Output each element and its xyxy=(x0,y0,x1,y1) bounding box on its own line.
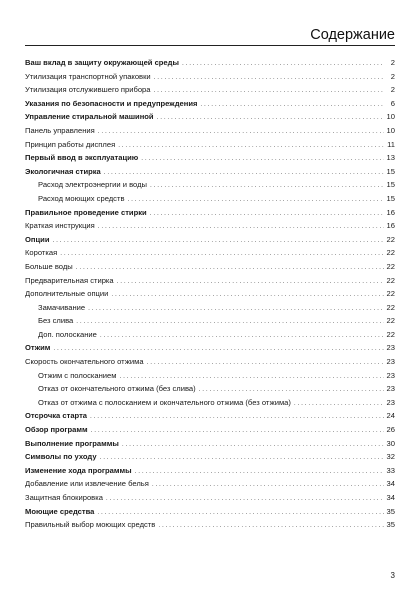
toc-leader-dots xyxy=(158,518,384,533)
toc-leader-dots xyxy=(111,287,384,302)
toc-entry-page: 34 xyxy=(386,493,395,502)
toc-entry xyxy=(25,151,395,165)
toc-entry-page: 2 xyxy=(390,85,395,95)
toc-entry-title: Экологичная стирка xyxy=(25,166,101,176)
toc-entry-title: Изменение хода программы xyxy=(25,465,132,475)
toc-leader-dots xyxy=(76,260,384,275)
toc-leader-dots xyxy=(120,369,385,384)
toc-leader-dots xyxy=(91,423,384,438)
toc-leader-dots xyxy=(200,97,384,112)
toc-entry xyxy=(25,491,395,505)
toc-entry xyxy=(25,355,395,369)
toc-entry-page: 32 xyxy=(386,452,395,462)
toc-entry-page: 23 xyxy=(386,343,395,353)
page-title: Содержание xyxy=(310,27,395,43)
toc-entry-title: Выполнение программы xyxy=(25,438,119,448)
toc-entry-title: Утилизация транспортной упаковки xyxy=(25,71,151,81)
toc-entry-page: 24 xyxy=(386,411,395,421)
toc-leader-dots xyxy=(147,355,384,370)
toc-entry xyxy=(25,437,395,451)
toc-leader-dots xyxy=(294,396,384,411)
toc-entry-page: 22 xyxy=(386,302,395,312)
toc-leader-dots xyxy=(150,178,384,193)
toc-leader-dots xyxy=(90,409,384,424)
toc-entry-page: 16 xyxy=(386,207,395,217)
toc-entry-page: 15 xyxy=(386,166,395,176)
toc-entry xyxy=(25,219,395,233)
toc-entry xyxy=(25,192,395,206)
toc-entry-page: 34 xyxy=(386,479,395,489)
toc-entry-page: 22 xyxy=(386,234,395,244)
toc-entry xyxy=(25,450,395,464)
toc-leader-dots xyxy=(122,437,384,452)
toc-entry-title: Отказ от отжима с полосканием и окончательного отжима (без отжима) xyxy=(38,397,291,407)
toc-entry-page: 22 xyxy=(386,329,395,339)
toc-entry-title: Замачивание xyxy=(38,302,86,312)
toc-entry-title: Правильный выбор моющих средств xyxy=(25,520,156,530)
toc-entry-page: 35 xyxy=(386,520,395,530)
toc-leader-dots xyxy=(154,70,384,85)
toc-entry xyxy=(25,477,395,491)
toc-entry-page: 15 xyxy=(386,180,395,190)
table-of-contents xyxy=(25,56,395,532)
toc-entry xyxy=(25,464,395,478)
toc-entry-title: Доп. полоскание xyxy=(38,329,97,339)
toc-entry-title: Краткая инструкция xyxy=(25,221,95,231)
toc-entry xyxy=(25,369,395,383)
toc-leader-dots xyxy=(104,165,384,180)
toc-entry-page: 22 xyxy=(386,275,395,285)
toc-leader-dots xyxy=(53,233,385,248)
toc-entry-title: Первый ввод в эксплуатацию xyxy=(25,153,139,163)
toc-entry-page: 22 xyxy=(386,289,395,299)
toc-entry-page: 10 xyxy=(386,125,395,135)
toc-entry xyxy=(25,274,395,288)
toc-entry-title: Ваш вклад в защиту окружающей среды xyxy=(25,58,179,67)
toc-entry-page: 13 xyxy=(386,153,395,163)
toc-entry-title: Управление стиральной машиной xyxy=(25,112,154,122)
toc-entry-title: Дополнительные опции xyxy=(25,289,109,299)
toc-entry xyxy=(25,165,395,179)
toc-leader-dots xyxy=(98,124,384,139)
toc-entry-title: Добавление или извлечение белья xyxy=(25,479,149,489)
toc-entry-page: 30 xyxy=(386,438,395,448)
toc-entry-page: 22 xyxy=(386,261,395,271)
toc-leader-dots xyxy=(135,464,384,479)
toc-entry xyxy=(25,206,395,220)
toc-leader-dots xyxy=(182,56,384,71)
toc-entry xyxy=(25,287,395,301)
toc-leader-dots xyxy=(60,246,384,261)
toc-entry-page: 10 xyxy=(386,112,395,122)
toc-entry xyxy=(25,423,395,437)
toc-entry xyxy=(25,409,395,423)
toc-entry-title: Больше воды xyxy=(25,261,73,271)
page-header xyxy=(25,26,395,46)
toc-leader-dots xyxy=(100,328,384,343)
toc-entry xyxy=(25,518,395,532)
toc-leader-dots xyxy=(157,110,384,125)
toc-leader-dots xyxy=(128,192,385,207)
toc-entry xyxy=(25,301,395,315)
toc-entry xyxy=(25,246,395,260)
toc-entry-title: Моющие средства xyxy=(25,506,95,516)
toc-leader-dots xyxy=(154,83,385,98)
toc-entry xyxy=(25,260,395,274)
toc-entry-title: Расход моющих средств xyxy=(38,193,125,203)
toc-leader-dots xyxy=(97,505,384,520)
toc-entry xyxy=(25,341,395,355)
toc-entry-page: 33 xyxy=(386,465,395,475)
toc-entry-title: Отказ от окончательного отжима (без слива) xyxy=(38,384,196,394)
toc-entry xyxy=(25,124,395,138)
toc-entry xyxy=(25,138,395,152)
toc-entry xyxy=(25,233,395,247)
toc-entry-page: 35 xyxy=(386,506,395,516)
toc-entry-page: 6 xyxy=(390,98,395,108)
toc-entry xyxy=(25,178,395,192)
toc-entry-page: 22 xyxy=(386,316,395,326)
toc-leader-dots xyxy=(150,206,384,221)
toc-entry-page: 23 xyxy=(386,357,395,367)
toc-entry-title: Короткая xyxy=(25,248,58,258)
toc-entry-title: Защитная блокировка xyxy=(25,493,103,502)
toc-leader-dots xyxy=(88,301,384,316)
toc-entry-title: Опции xyxy=(25,234,50,244)
toc-entry xyxy=(25,56,395,70)
toc-entry xyxy=(25,328,395,342)
toc-entry-title: Без слива xyxy=(38,316,74,326)
toc-entry-page: 23 xyxy=(386,384,395,394)
toc-entry-title: Скорость окончательного отжима xyxy=(25,357,144,367)
page-number: 3 xyxy=(390,571,395,580)
toc-entry-title: Символы по уходу xyxy=(25,452,97,462)
toc-entry-title: Указания по безопасности и предупреждения xyxy=(25,98,198,108)
toc-entry-title: Предварительная стирка xyxy=(25,275,114,285)
toc-entry xyxy=(25,382,395,396)
toc-entry-page: 26 xyxy=(386,425,395,435)
toc-leader-dots xyxy=(152,477,384,492)
toc-leader-dots xyxy=(199,382,384,397)
toc-entry-page: 15 xyxy=(386,193,395,203)
toc-entry xyxy=(25,396,395,410)
toc-entry xyxy=(25,314,395,328)
toc-entry-title: Утилизация отслужившего прибора xyxy=(25,85,151,95)
header-divider xyxy=(25,45,395,46)
toc-entry-title: Панель управления xyxy=(25,125,95,135)
toc-entry-page: 16 xyxy=(386,221,395,231)
toc-entry-title: Принцип работы дисплея xyxy=(25,139,116,149)
toc-entry-title: Обзор программ xyxy=(25,425,88,435)
toc-entry xyxy=(25,83,395,97)
toc-entry xyxy=(25,110,395,124)
toc-entry-title: Расход электроэнергии и воды xyxy=(38,180,147,190)
toc-entry-page: 11 xyxy=(387,139,395,149)
toc-leader-dots xyxy=(53,341,384,356)
toc-entry-page: 23 xyxy=(386,370,395,380)
toc-entry xyxy=(25,97,395,111)
toc-leader-dots xyxy=(118,138,384,153)
toc-leader-dots xyxy=(117,274,384,289)
toc-entry-page: 23 xyxy=(386,397,395,407)
toc-leader-dots xyxy=(100,450,384,465)
toc-entry-page: 2 xyxy=(390,71,395,81)
toc-entry-title: Правильное проведение стирки xyxy=(25,207,147,217)
toc-entry-page: 22 xyxy=(386,248,395,258)
toc-leader-dots xyxy=(76,314,384,329)
toc-entry-title: Отжим с полосканием xyxy=(38,370,117,380)
toc-leader-dots xyxy=(98,219,384,234)
toc-entry-page: 2 xyxy=(390,58,395,67)
toc-leader-dots xyxy=(106,491,384,506)
toc-entry-title: Отсрочка старта xyxy=(25,411,88,421)
toc-entry xyxy=(25,70,395,84)
toc-entry xyxy=(25,505,395,519)
toc-entry-title: Отжим xyxy=(25,343,51,353)
toc-leader-dots xyxy=(141,151,384,166)
